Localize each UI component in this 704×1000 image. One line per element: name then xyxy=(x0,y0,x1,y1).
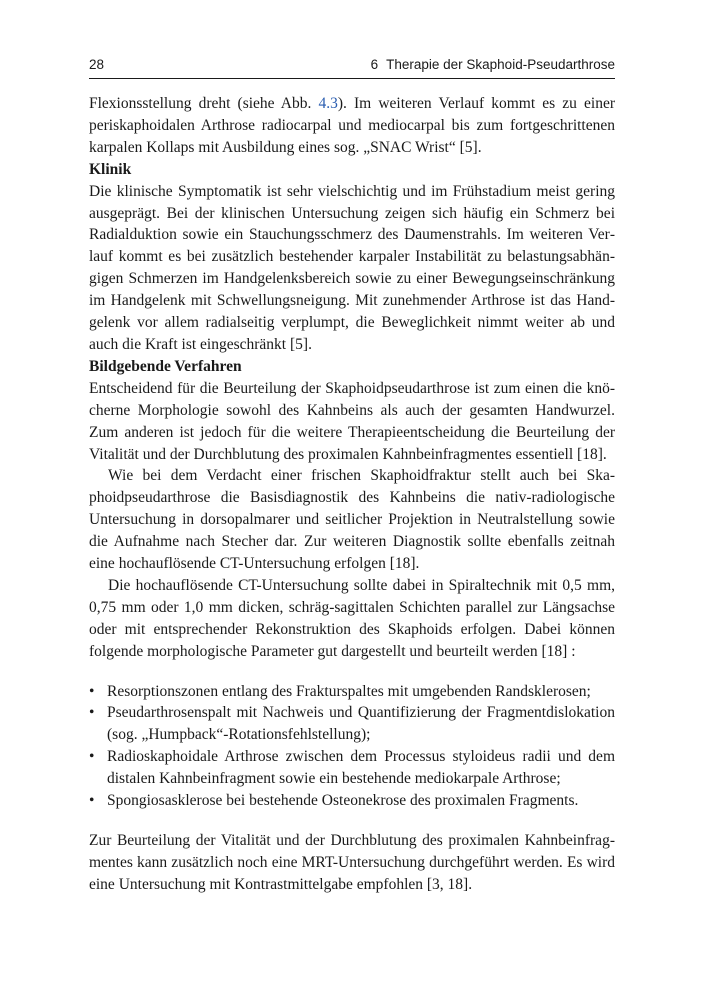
list-item xyxy=(89,746,615,790)
running-head xyxy=(89,56,615,79)
intro-text-start: Flexionsstellung dreht (siehe Abb. xyxy=(89,95,319,112)
bildgebende-paragraph-1: Entscheidend für die Beurteilung der Skaphoidpseudarthrose ist zum einen die knöcherne Morphologie sowohl des Kahnbeins als auch der gesamten Handwurzel. Zum anderen ist jedoch für die weitere Therapieentscheidung die Beurteilung der Vitalität und der Durchblutung des proximalen Kahnbeinfragmentes essentiell [18]. xyxy=(89,379,615,463)
bullet-icon: • xyxy=(89,792,95,810)
klinik-paragraph: Die klinische Symptomatik ist sehr vielschichtig und im Frühstadium meist gering ausgeprägt. Bei der klinischen Untersuchung zeigen sich häufig ein Schmerz bei Radialduktion sowie ein Stauchungsschmerz des Daumenstrahls. Im weiteren Verlauf kommt es bei zusätzlich bestehender karpaler Instabilität zu belastungsabhängigen Schmerzen im Handgelenksbereich sowie zu einer Bewegungseinschränkung im Handgelenk mit Schwellungsneigung. Mit zunehmender Arthrose ist das Handgelenk vor allem radialseitig verplumpt, die Beweglichkeit nimmt weiter ab und auch die Kraft ist eingeschränkt [5]. xyxy=(89,182,615,353)
figure-reference-link[interactable]: 4.3 xyxy=(318,95,338,112)
bullet-icon: • xyxy=(89,682,95,700)
chapter-number: 6 xyxy=(370,57,379,72)
bildgebende-paragraph-3: Die hochauflösende CT-Untersuchung sollte dabei in Spiraltechnik mit 0,5 mm, 0,75 mm oder 1,0 mm dicken, schräg-sagittalen Schichten parallel zur Längsachse oder mit entsprechender Rekonstruktion des Skaphoids erfolgen. Dabei können folgende morphologische Parameter gut dargestellt und beurteilt werden [18] : xyxy=(89,576,615,660)
chapter-title: Therapie der Skaphoid-Pseudarthrose xyxy=(386,57,615,72)
list-item xyxy=(89,790,615,812)
list-item-text: Pseudarthrosenspalt mit Nachweis und Quantifizierung der Fragmentdislokation (sog. „Humpback“-Rotationsfehlstellung); xyxy=(107,704,615,744)
body-text xyxy=(89,93,615,896)
intro-text-end: ). Im weiteren Verlauf kommt es zu einer periskaphoidalen Arthrose radiocarpal und mediocarpal bis zum fortgeschrittenen karpalen Kollaps mit Ausbildung eines sog. „SNAC Wrist“ [5]. xyxy=(89,95,615,156)
bildgebende-paragraph-2: Wie bei dem Verdacht einer frischen Skaphoidfraktur stellt auch bei Skaphoidpseudarthrose die Basisdiagnostik des Kahnbeins die nativ-radiologische Untersuchung in dorsopalmarer und seitlicher Projektion in Neutralstellung sowie die Aufnahme nach Stecher dar. Zur weiteren Diagnostik sollte ebenfalls zeitnah eine hochauflösende CT-Untersuchung erfolgen [18]. xyxy=(89,467,615,573)
intro-paragraph xyxy=(89,93,615,159)
chapter-heading xyxy=(371,56,615,74)
section-heading-klinik: Klinik xyxy=(89,160,132,178)
list-item-text: Resorptionszonen entlang des Frakturspaltes mit umgebenden Randsklerosen; xyxy=(107,682,591,700)
bullet-icon: • xyxy=(89,704,95,722)
list-item xyxy=(89,681,615,703)
closing-paragraph: Zur Beurteilung der Vitalität und der Durchblutung des proximalen Kahnbeinfragmentes kann zusätzlich noch eine MRT-Untersuchung durchgeführt werden. Es wird eine Untersuchung mit Kontrastmittelgabe empfohlen [3, 18]. xyxy=(89,832,615,893)
list-item-text: Spongiosasklerose bei bestehende Osteonekrose des proximalen Fragments. xyxy=(107,792,579,810)
bullet-icon: • xyxy=(89,748,95,766)
section-heading-bildgebende-verfahren: Bildgebende Verfahren xyxy=(89,357,242,375)
page-number: 28 xyxy=(89,57,105,72)
list-item xyxy=(89,702,615,746)
parameter-list xyxy=(89,681,615,812)
page xyxy=(89,56,615,896)
list-item-text: Radioskaphoidale Arthrose zwischen dem Processus styloideus radii und dem distalen Kahnbeinfragment sowie ein bestehende mediokarpale Arthrose; xyxy=(107,748,615,788)
